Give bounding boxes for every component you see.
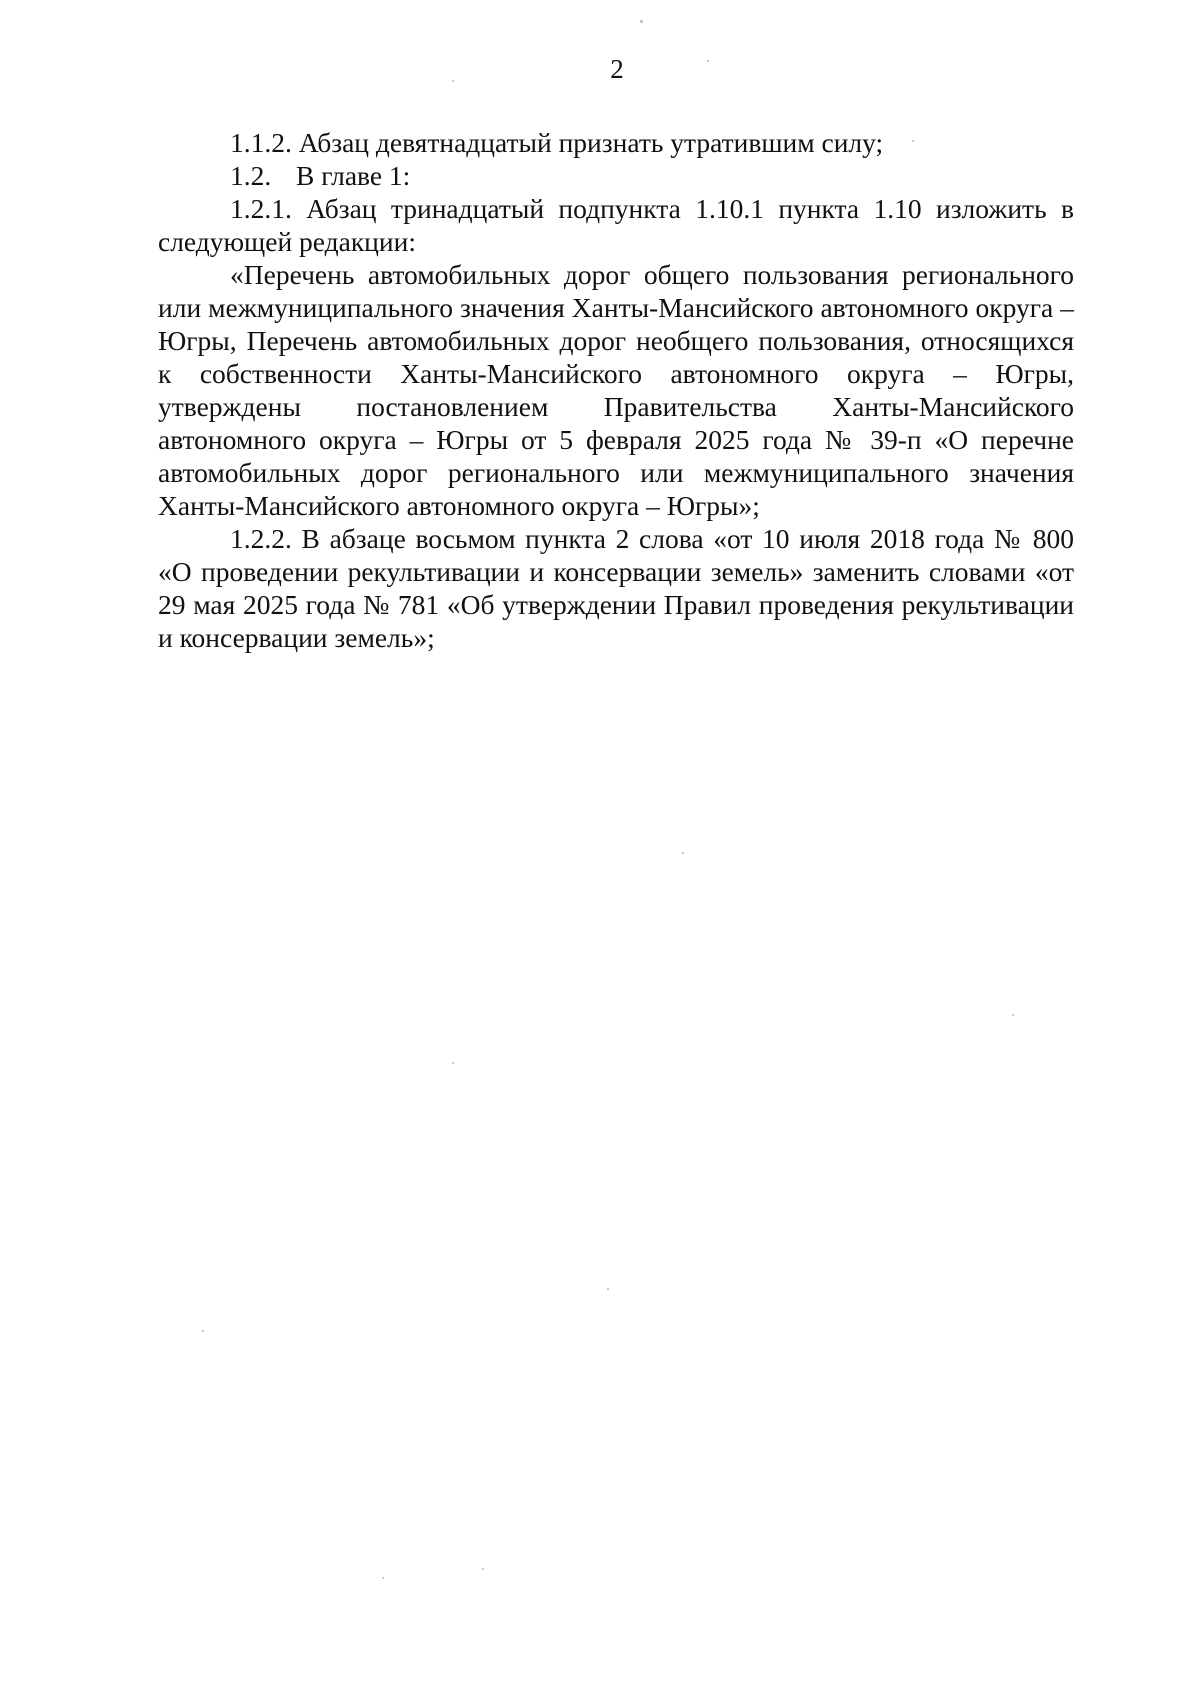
paragraph-1-1-2: 1.1.2. Абзац девятнадцатый признать утратившим силу; [230,127,884,158]
scan-speck [640,20,643,23]
scan-speck [1012,1014,1014,1016]
paragraph-1-2-2: 1.2.2. В абзаце восьмом пункта 2 слова «от 10 июля 2018 года № 800 «О проведении рекультивации и консервации земель» заменить словами «от 29 мая 2025 года № 781 «Об утверждении Правил проведения рекультивации и консервации земель»; [158,523,1074,653]
scan-speck [452,1062,454,1064]
document-body [158,126,1074,654]
scan-speck [382,1577,384,1579]
paragraph-1-2-text: В главе 1: [296,160,411,191]
paragraph-1-2-1: 1.2.1. Абзац тринадцатый подпункта 1.10.1 пункта 1.10 изложить в следующей редакции: [158,193,1074,257]
scan-speck [607,1288,609,1290]
scan-speck [682,852,684,854]
paragraph-1-2 [158,159,1074,192]
page-number: 2 [610,54,624,84]
paragraph-1-2-number: 1.2. [230,160,272,191]
scan-speck [202,1330,204,1332]
scan-speck [707,60,709,62]
paragraph-quote: «Перечень автомобильных дорог общего пользования регионального или межмуниципального значения Ханты-Мансийского автономного округа – Югры, Перечень автомобильных дорог необщего пользования, относящихся к собственности Ханты-Мансийского автономного округа – Югры, утверждены постановлением Правительства Ханты-Мансийского автономного округа – Югры от 5 февраля 2025 года № 39-п «О перечне автомобильных дорог регионального или межмуниципального значения Ханты-Мансийского автономного округа – Югры»; [158,259,1074,521]
scan-speck [482,1568,484,1570]
scan-speck [452,80,454,82]
scan-speck [912,140,914,142]
